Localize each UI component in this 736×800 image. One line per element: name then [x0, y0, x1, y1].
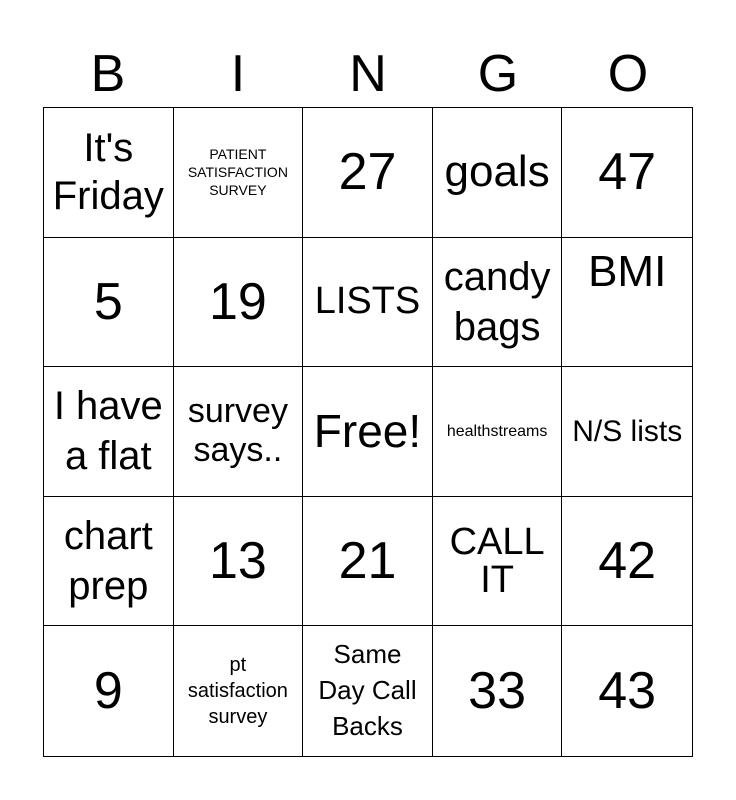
- bingo-cell[interactable]: 9: [44, 626, 174, 756]
- bingo-cell[interactable]: healthstreams: [433, 367, 563, 497]
- header-letter-i: I: [230, 45, 246, 103]
- bingo-cell[interactable]: It's Friday: [44, 108, 174, 238]
- bingo-card-grid: [43, 107, 693, 757]
- bingo-cell[interactable]: 13: [174, 497, 304, 627]
- bingo-cell[interactable]: LISTS: [303, 238, 433, 368]
- bingo-cell[interactable]: goals: [433, 108, 563, 238]
- bingo-header: [43, 40, 693, 108]
- bingo-cell[interactable]: Same Day Call Backs: [303, 626, 433, 756]
- bingo-cell[interactable]: PATIENT SATISFACTION SURVEY: [174, 108, 304, 238]
- header-letter-o: O: [607, 45, 649, 103]
- bingo-cell[interactable]: 21: [303, 497, 433, 627]
- bingo-cell[interactable]: 27: [303, 108, 433, 238]
- bingo-cell[interactable]: N/S lists: [562, 367, 692, 497]
- bingo-cell[interactable]: pt satisfaction survey: [174, 626, 304, 756]
- bingo-cell[interactable]: 33: [433, 626, 563, 756]
- bingo-cell[interactable]: 5: [44, 238, 174, 368]
- bingo-cell[interactable]: survey says..: [174, 367, 304, 497]
- bingo-cell[interactable]: BMI: [562, 238, 692, 368]
- bingo-cell[interactable]: 47: [562, 108, 692, 238]
- bingo-cell[interactable]: 19: [174, 238, 304, 368]
- bingo-cell[interactable]: 43: [598, 661, 657, 720]
- header-letter-b: B: [90, 45, 126, 103]
- bingo-cell[interactable]: CALL IT: [433, 497, 563, 627]
- bingo-cell[interactable]: chart prep: [44, 497, 174, 627]
- header-letter-n: N: [349, 45, 387, 103]
- header-letter-g: G: [477, 45, 519, 103]
- bingo-cell[interactable]: I have a flat: [44, 367, 174, 497]
- bingo-cell[interactable]: 42: [562, 497, 692, 627]
- bingo-cell[interactable]: candy bags: [433, 238, 563, 368]
- bingo-cell-free[interactable]: Free!: [303, 367, 433, 497]
